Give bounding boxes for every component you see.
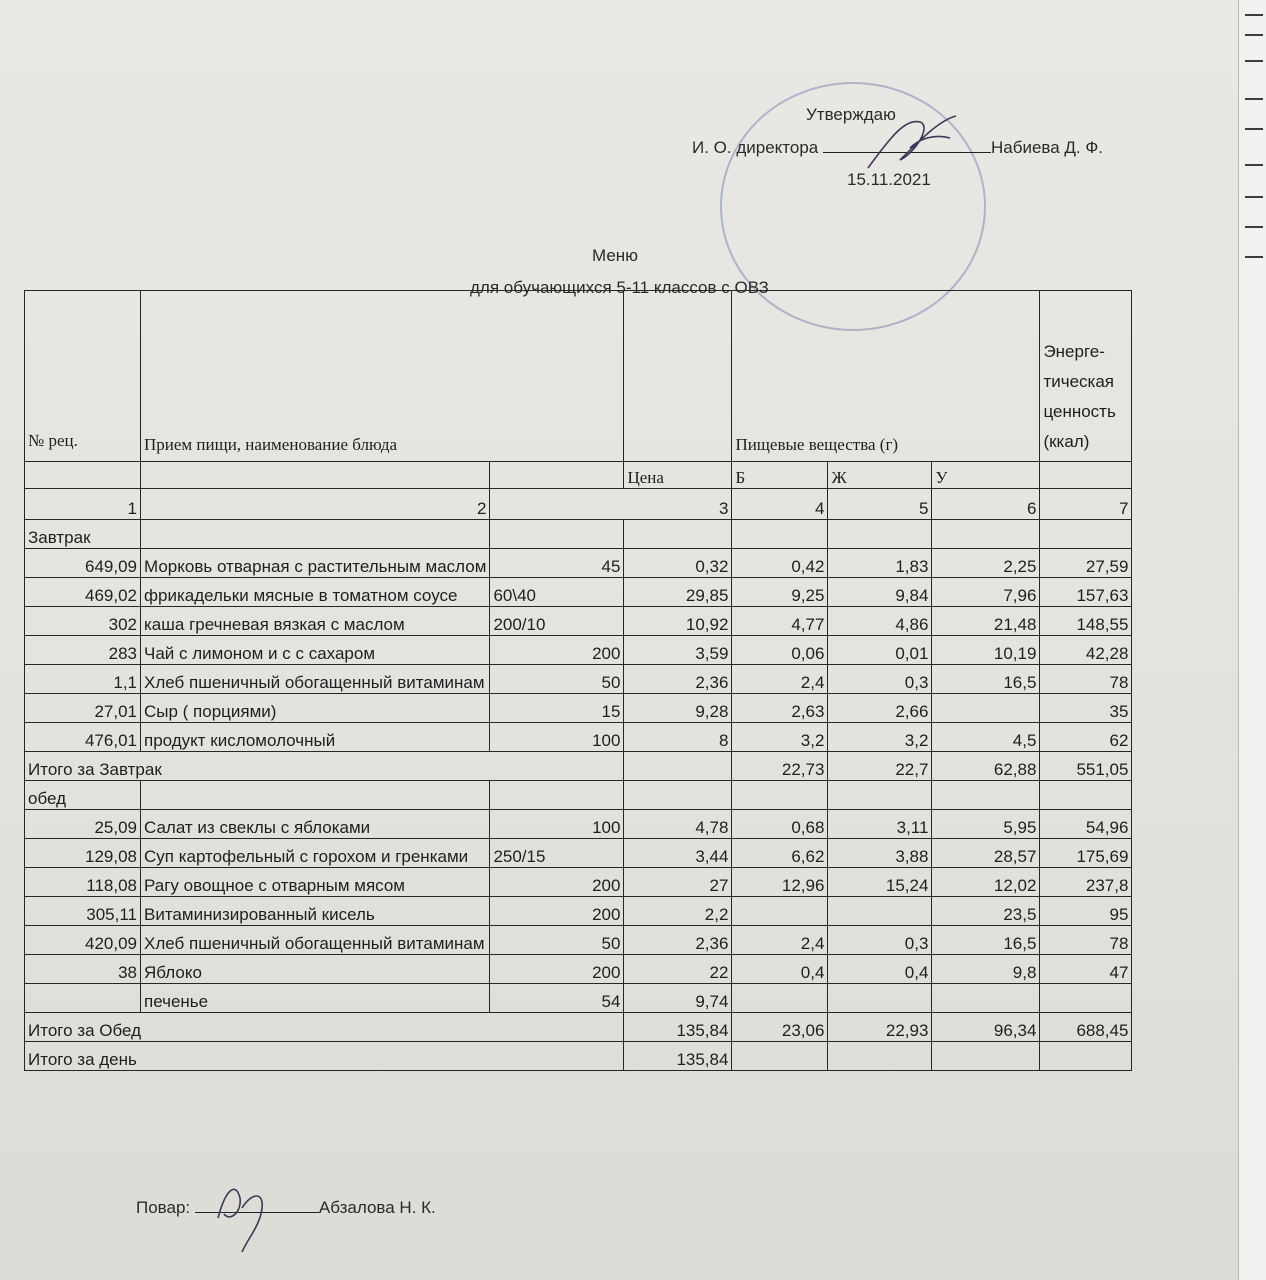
recipe-number: 1,1 bbox=[25, 665, 141, 694]
empty-cell bbox=[932, 781, 1040, 810]
protein: 9,25 bbox=[732, 578, 828, 607]
table-row bbox=[25, 578, 1132, 607]
subheader-b: Б bbox=[732, 462, 828, 489]
empty-cell bbox=[1040, 781, 1132, 810]
fat: 2,66 bbox=[828, 694, 932, 723]
fat: 0,4 bbox=[828, 955, 932, 984]
portion: 200/10 bbox=[490, 607, 624, 636]
table-row bbox=[25, 636, 1132, 665]
table-row bbox=[25, 955, 1132, 984]
fat: 0,3 bbox=[828, 665, 932, 694]
dish-name: продукт кисломолочный bbox=[141, 723, 490, 752]
recipe-number: 25,09 bbox=[25, 810, 141, 839]
document-title: Меню bbox=[592, 246, 638, 265]
column-index: 6 bbox=[932, 489, 1040, 520]
menu-table bbox=[24, 290, 1132, 1071]
portion: 50 bbox=[490, 665, 624, 694]
fat: 9,84 bbox=[828, 578, 932, 607]
portion: 250/15 bbox=[490, 839, 624, 868]
protein bbox=[732, 984, 828, 1013]
carbs bbox=[932, 984, 1040, 1013]
table-header-row bbox=[25, 291, 1132, 462]
energy: 54,96 bbox=[1040, 810, 1132, 839]
table-row bbox=[25, 607, 1132, 636]
fat: 4,86 bbox=[828, 607, 932, 636]
fat bbox=[828, 984, 932, 1013]
price: 2,36 bbox=[624, 665, 732, 694]
portion: 50 bbox=[490, 926, 624, 955]
dish-name: Витаминизированный кисель bbox=[141, 897, 490, 926]
recipe-number: 27,01 bbox=[25, 694, 141, 723]
total-carbs: 96,34 bbox=[932, 1013, 1040, 1042]
energy: 47 bbox=[1040, 955, 1132, 984]
adjacent-page-edge bbox=[1238, 0, 1266, 1280]
carbs: 12,02 bbox=[932, 868, 1040, 897]
approver-name: Набиева Д. Ф. bbox=[990, 138, 1104, 157]
empty-cell bbox=[624, 781, 732, 810]
section-label: Завтрак bbox=[25, 520, 141, 549]
recipe-number: 305,11 bbox=[25, 897, 141, 926]
dish-name: Сыр ( порциями) bbox=[141, 694, 490, 723]
carbs: 10,19 bbox=[932, 636, 1040, 665]
empty-cell bbox=[624, 520, 732, 549]
breakfast-total-row bbox=[25, 752, 1132, 781]
dish-name: Рагу овощное с отварным мясом bbox=[141, 868, 490, 897]
price: 2,36 bbox=[624, 926, 732, 955]
dish-name: Суп картофельный с горохом и гренками bbox=[141, 839, 490, 868]
carbs: 9,8 bbox=[932, 955, 1040, 984]
total-energy bbox=[1040, 1042, 1132, 1071]
subheader-zh: Ж bbox=[828, 462, 932, 489]
fat bbox=[828, 897, 932, 926]
protein: 0,4 bbox=[732, 955, 828, 984]
carbs: 2,25 bbox=[932, 549, 1040, 578]
fat: 0,3 bbox=[828, 926, 932, 955]
carbs: 16,5 bbox=[932, 665, 1040, 694]
cook-line bbox=[136, 1198, 436, 1218]
approval-date: 15.11.2021 bbox=[847, 170, 931, 189]
fat: 3,11 bbox=[828, 810, 932, 839]
empty-cell bbox=[828, 781, 932, 810]
price: 27 bbox=[624, 868, 732, 897]
header-blank bbox=[624, 291, 732, 462]
price: 3,59 bbox=[624, 636, 732, 665]
carbs: 7,96 bbox=[932, 578, 1040, 607]
fat: 0,01 bbox=[828, 636, 932, 665]
protein: 0,68 bbox=[732, 810, 828, 839]
total-energy: 551,05 bbox=[1040, 752, 1132, 781]
total-protein: 22,73 bbox=[732, 752, 828, 781]
day-total-row bbox=[25, 1042, 1132, 1071]
recipe-number: 420,09 bbox=[25, 926, 141, 955]
recipe-number: 129,08 bbox=[25, 839, 141, 868]
header-dish: Прием пищи, наименование блюда bbox=[141, 291, 624, 462]
protein: 0,42 bbox=[732, 549, 828, 578]
protein: 4,77 bbox=[732, 607, 828, 636]
energy: 95 bbox=[1040, 897, 1132, 926]
protein: 2,4 bbox=[732, 665, 828, 694]
empty-cell bbox=[490, 781, 624, 810]
portion: 100 bbox=[490, 723, 624, 752]
total-energy: 688,45 bbox=[1040, 1013, 1132, 1042]
fat: 3,88 bbox=[828, 839, 932, 868]
fat: 3,2 bbox=[828, 723, 932, 752]
recipe-number: 649,09 bbox=[25, 549, 141, 578]
total-price: 135,84 bbox=[624, 1013, 732, 1042]
breakfast-section-row bbox=[25, 520, 1132, 549]
protein: 2,4 bbox=[732, 926, 828, 955]
approval-title: Утверждаю bbox=[806, 105, 896, 124]
director-signature bbox=[860, 108, 970, 178]
protein: 0,06 bbox=[732, 636, 828, 665]
column-index-row bbox=[25, 489, 1132, 520]
fat: 1,83 bbox=[828, 549, 932, 578]
empty-cell bbox=[732, 520, 828, 549]
table-row bbox=[25, 723, 1132, 752]
dish-name: Салат из свеклы с яблоками bbox=[141, 810, 490, 839]
dish-name: Чай с лимоном и с с сахаром bbox=[141, 636, 490, 665]
recipe-number: 302 bbox=[25, 607, 141, 636]
price: 2,2 bbox=[624, 897, 732, 926]
price: 0,32 bbox=[624, 549, 732, 578]
protein: 12,96 bbox=[732, 868, 828, 897]
total-label: Итого за день bbox=[25, 1042, 624, 1071]
price: 9,28 bbox=[624, 694, 732, 723]
total-fat: 22,7 bbox=[828, 752, 932, 781]
header-energy: Энерге-тическая ценность (ккал) bbox=[1040, 291, 1132, 462]
price: 9,74 bbox=[624, 984, 732, 1013]
total-protein: 23,06 bbox=[732, 1013, 828, 1042]
price: 4,78 bbox=[624, 810, 732, 839]
recipe-number: 283 bbox=[25, 636, 141, 665]
carbs bbox=[932, 694, 1040, 723]
dish-name: каша гречневая вязкая с маслом bbox=[141, 607, 490, 636]
carbs: 28,57 bbox=[932, 839, 1040, 868]
protein: 2,63 bbox=[732, 694, 828, 723]
total-label: Итого за Завтрак bbox=[25, 752, 624, 781]
portion: 200 bbox=[490, 955, 624, 984]
cook-signature bbox=[212, 1178, 272, 1256]
energy: 35 bbox=[1040, 694, 1132, 723]
empty-cell bbox=[141, 520, 490, 549]
portion: 100 bbox=[490, 810, 624, 839]
table-row bbox=[25, 810, 1132, 839]
carbs: 16,5 bbox=[932, 926, 1040, 955]
energy: 175,69 bbox=[1040, 839, 1132, 868]
energy: 148,55 bbox=[1040, 607, 1132, 636]
portion: 200 bbox=[490, 868, 624, 897]
empty-cell bbox=[141, 781, 490, 810]
cook-name: Абзалова Н. К. bbox=[318, 1198, 436, 1217]
recipe-number bbox=[25, 984, 141, 1013]
recipe-number: 38 bbox=[25, 955, 141, 984]
document-subtitle: для обучающихся 5-11 классов с ОВЗ bbox=[470, 278, 769, 297]
total-carbs bbox=[932, 1042, 1040, 1071]
table-row bbox=[25, 926, 1132, 955]
table-row bbox=[25, 984, 1132, 1013]
carbs: 4,5 bbox=[932, 723, 1040, 752]
empty-cell bbox=[932, 520, 1040, 549]
table-row bbox=[25, 549, 1132, 578]
energy bbox=[1040, 984, 1132, 1013]
recipe-number: 469,02 bbox=[25, 578, 141, 607]
price: 29,85 bbox=[624, 578, 732, 607]
protein bbox=[732, 897, 828, 926]
total-carbs: 62,88 bbox=[932, 752, 1040, 781]
energy: 78 bbox=[1040, 665, 1132, 694]
energy: 237,8 bbox=[1040, 868, 1132, 897]
section-label: обед bbox=[25, 781, 141, 810]
column-index: 1 bbox=[25, 489, 141, 520]
table-row bbox=[25, 868, 1132, 897]
column-index: 4 bbox=[732, 489, 828, 520]
column-index: 2 bbox=[141, 489, 490, 520]
recipe-number: 476,01 bbox=[25, 723, 141, 752]
subheader-u: У bbox=[932, 462, 1040, 489]
carbs: 21,48 bbox=[932, 607, 1040, 636]
empty-cell bbox=[490, 520, 624, 549]
column-index: 3 bbox=[490, 489, 732, 520]
protein: 3,2 bbox=[732, 723, 828, 752]
empty-cell bbox=[732, 781, 828, 810]
empty-cell bbox=[1040, 520, 1132, 549]
approver-position: И. О. директора bbox=[692, 138, 819, 157]
subheader-price: Цена bbox=[624, 462, 732, 489]
lunch-total-row bbox=[25, 1013, 1132, 1042]
carbs: 5,95 bbox=[932, 810, 1040, 839]
dish-name: Хлеб пшеничный обогащенный витаминам bbox=[141, 665, 490, 694]
total-price bbox=[624, 752, 732, 781]
price: 8 bbox=[624, 723, 732, 752]
dish-name: печенье bbox=[141, 984, 490, 1013]
total-label: Итого за Обед bbox=[25, 1013, 624, 1042]
total-fat: 22,93 bbox=[828, 1013, 932, 1042]
dish-name: Яблоко bbox=[141, 955, 490, 984]
empty-cell bbox=[828, 520, 932, 549]
column-index: 7 bbox=[1040, 489, 1132, 520]
protein: 6,62 bbox=[732, 839, 828, 868]
total-price: 135,84 bbox=[624, 1042, 732, 1071]
portion: 15 bbox=[490, 694, 624, 723]
table-row bbox=[25, 897, 1132, 926]
header-nutrients: Пищевые вещества (г) bbox=[732, 291, 1040, 462]
dish-name: Хлеб пшеничный обогащенный витаминам bbox=[141, 926, 490, 955]
dish-name: Морковь отварная с растительным маслом bbox=[141, 549, 490, 578]
portion: 54 bbox=[490, 984, 624, 1013]
energy: 42,28 bbox=[1040, 636, 1132, 665]
price: 3,44 bbox=[624, 839, 732, 868]
total-protein bbox=[732, 1042, 828, 1071]
carbs: 23,5 bbox=[932, 897, 1040, 926]
portion: 45 bbox=[490, 549, 624, 578]
fat: 15,24 bbox=[828, 868, 932, 897]
price: 22 bbox=[624, 955, 732, 984]
table-subheader-row bbox=[25, 462, 1132, 489]
portion: 60\40 bbox=[490, 578, 624, 607]
table-row bbox=[25, 665, 1132, 694]
price: 10,92 bbox=[624, 607, 732, 636]
total-fat bbox=[828, 1042, 932, 1071]
table-row bbox=[25, 839, 1132, 868]
lunch-section-row bbox=[25, 781, 1132, 810]
header-rec-no: № рец. bbox=[25, 291, 141, 462]
energy: 27,59 bbox=[1040, 549, 1132, 578]
energy: 78 bbox=[1040, 926, 1132, 955]
dish-name: фрикадельки мясные в томатном соусе bbox=[141, 578, 490, 607]
energy: 157,63 bbox=[1040, 578, 1132, 607]
portion: 200 bbox=[490, 897, 624, 926]
portion: 200 bbox=[490, 636, 624, 665]
energy: 62 bbox=[1040, 723, 1132, 752]
recipe-number: 118,08 bbox=[25, 868, 141, 897]
table-row bbox=[25, 694, 1132, 723]
column-index: 5 bbox=[828, 489, 932, 520]
cook-label: Повар: bbox=[136, 1198, 191, 1217]
